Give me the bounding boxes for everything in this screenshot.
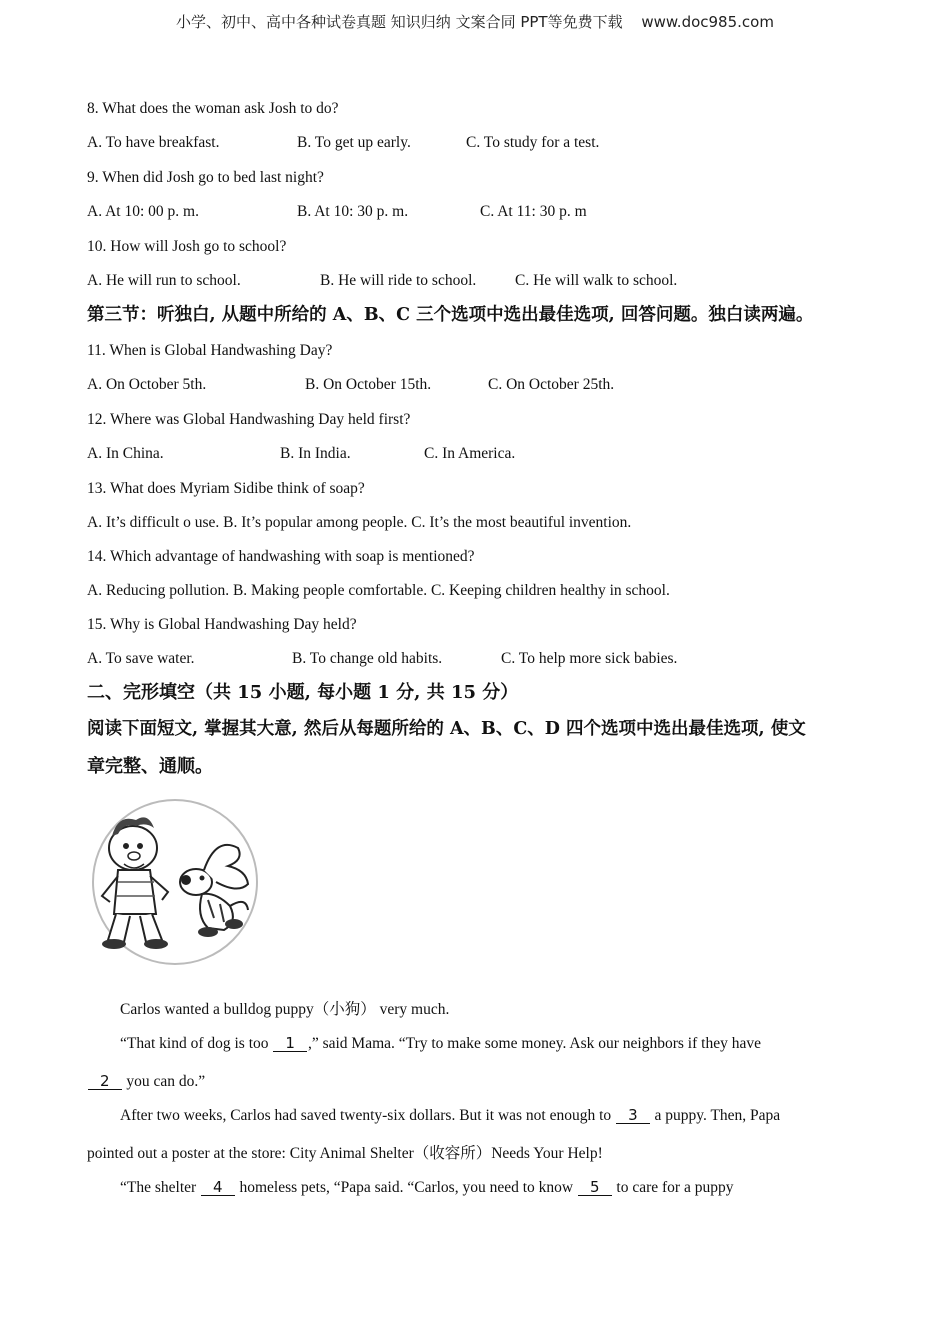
header-text: 小学、初中、高中各种试卷真题 知识归纳 文案合同 PPT等免费下载 xyxy=(176,13,623,31)
question-9-option-b: B. At 10: 30 p. m. xyxy=(297,203,409,220)
question-12-option-a: A. In China. xyxy=(87,445,164,462)
page-header xyxy=(0,11,950,32)
question-14-options: A. Reducing pollution. B. Making people comfortable. C. Keeping children healthy in school. xyxy=(87,582,670,599)
passage-text: a puppy. Then, Papa xyxy=(650,1107,781,1124)
question-11-option-a: A. On October 5th. xyxy=(87,376,207,393)
passage-paragraph-3-line-1 xyxy=(120,1106,780,1126)
question-10-option-a: A. He will run to school. xyxy=(87,272,241,289)
question-9-option-c: C. At 11: 30 p. m xyxy=(480,203,587,220)
part-2-instructions-line-2: 章完整、通顺。 xyxy=(87,756,213,777)
header-url[interactable]: www.doc985.com xyxy=(641,13,774,31)
passage-text: ,” said Mama. “Try to make some money. Ask our neighbors if they have xyxy=(307,1035,761,1052)
question-11-option-b: B. On October 15th. xyxy=(305,376,432,393)
blank-4[interactable]: 4 xyxy=(201,1179,235,1196)
question-10-option-c: C. He will walk to school. xyxy=(515,272,678,289)
passage-text: you can do.” xyxy=(122,1073,206,1090)
question-11-option-c: C. On October 25th. xyxy=(488,376,615,393)
question-15-option-c: C. To help more sick babies. xyxy=(501,650,678,667)
question-15-option-b: B. To change old habits. xyxy=(292,650,443,667)
passage-text: “That kind of dog is too xyxy=(120,1035,273,1052)
blank-2[interactable]: 2 xyxy=(88,1073,122,1090)
boy-and-dog-illustration xyxy=(88,796,262,968)
passage-paragraph-3-line-2: pointed out a poster at the store: City Animal Shelter（收容所）Needs Your Help! xyxy=(87,1145,603,1162)
question-12-option-c: C. In America. xyxy=(424,445,516,462)
blank-5[interactable]: 5 xyxy=(578,1179,612,1196)
passage-text: to care for a puppy xyxy=(612,1179,734,1196)
question-10-stem: 10. How will Josh go to school? xyxy=(87,238,287,255)
part-2-title: 二、完形填空（共 15 小题, 每小题 1 分, 共 15 分） xyxy=(87,682,519,703)
question-9-stem: 9. When did Josh go to bed last night? xyxy=(87,169,324,186)
question-15-option-a: A. To save water. xyxy=(87,650,195,667)
passage-paragraph-2-line-2 xyxy=(87,1072,205,1092)
question-12-option-b: B. In India. xyxy=(280,445,351,462)
part-2-instructions-line-1: 阅读下面短文, 掌握其大意, 然后从每题所给的 A、B、C、D 四个选项中选出最佳选项, 使文 xyxy=(87,719,806,739)
blank-1[interactable]: 1 xyxy=(273,1035,307,1052)
question-15-stem: 15. Why is Global Handwashing Day held? xyxy=(87,616,357,633)
blank-3[interactable]: 3 xyxy=(616,1107,650,1124)
question-13-stem: 13. What does Myriam Sidibe think of soap? xyxy=(87,480,365,497)
passage-paragraph-4-line-1 xyxy=(120,1178,733,1198)
question-9-option-a: A. At 10: 00 p. m. xyxy=(87,203,199,220)
question-11-stem: 11. When is Global Handwashing Day? xyxy=(87,342,333,359)
question-8-option-c: C. To study for a test. xyxy=(466,134,600,151)
passage-paragraph-2-line-1 xyxy=(120,1034,761,1054)
passage-text: After two weeks, Carlos had saved twenty-six dollars. But it was not enough to xyxy=(120,1107,616,1124)
question-8-option-a: A. To have breakfast. xyxy=(87,134,220,151)
question-8-option-b: B. To get up early. xyxy=(297,134,411,151)
question-10-option-b: B. He will ride to school. xyxy=(320,272,477,289)
passage-paragraph-1: Carlos wanted a bulldog puppy（小狗） very much. xyxy=(120,1001,450,1018)
passage-text: “The shelter xyxy=(120,1179,201,1196)
question-14-stem: 14. Which advantage of handwashing with soap is mentioned? xyxy=(87,548,475,565)
question-13-options: A. It’s difficult o use. B. It’s popular among people. C. It’s the most beautiful invention. xyxy=(87,514,632,531)
passage-text: homeless pets, “Papa said. “Carlos, you need to know xyxy=(235,1179,577,1196)
section-3-heading: 第三节：听独白, 从题中所给的 A、B、C 三个选项中选出最佳选项, 回答问题。独白读两遍。 xyxy=(87,305,814,325)
question-12-stem: 12. Where was Global Handwashing Day held first? xyxy=(87,411,411,428)
question-8-stem: 8. What does the woman ask Josh to do? xyxy=(87,100,339,117)
